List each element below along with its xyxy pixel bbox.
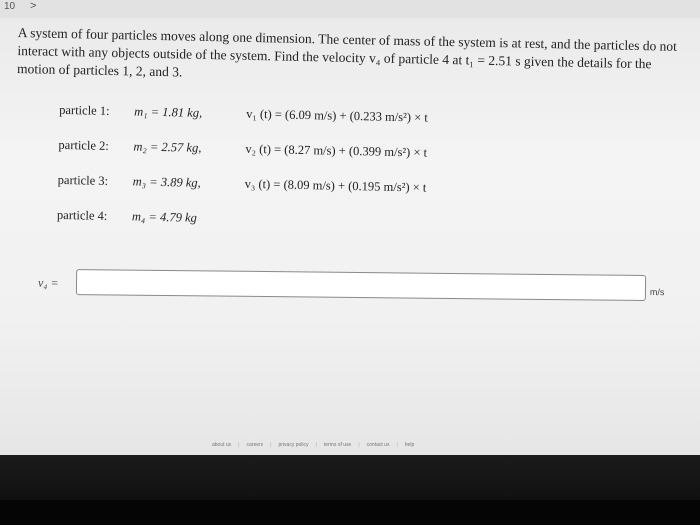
footer-link-terms[interactable]: terms of use [323, 442, 352, 448]
question-topbar [0, 0, 700, 18]
problem-statement: A system of four particles moves along one dimension. The center of mass of the system is at rest, and the particles do not interact with any objects outside of the system. Find the velocity v₄ of particle 4 at t₁ = 2.51 s given the details for the motion of particles 1, 2, and 3. [16, 24, 678, 80]
footer-link-privacy[interactable]: privacy policy [278, 442, 309, 448]
footer-divider: | [315, 442, 317, 448]
particle-velocity: v₂ (t) = (8.27 m/s) + (0.399 m/s²) × t [245, 141, 428, 160]
particle-velocity: v₃ (t) = (8.09 m/s) + (0.195 m/s²) × t [244, 176, 427, 195]
particle-mass: m₁ = 1.81 kg, [134, 104, 203, 120]
footer-divider: | [358, 442, 360, 448]
question-number: 10 [4, 1, 16, 12]
footer-divider: | [238, 442, 240, 448]
particle-label: particle 3: [57, 172, 109, 188]
answer-input[interactable] [76, 269, 646, 301]
particle-mass: m₃ = 3.89 kg, [132, 174, 201, 190]
particle-list [13, 102, 696, 256]
footer-link-about[interactable]: about us [212, 442, 232, 448]
footer-link-help[interactable]: help [404, 442, 415, 448]
particle-label: particle 1: [59, 102, 110, 118]
particle-label: particle 4: [56, 207, 108, 223]
particle-mass: m₂ = 2.57 kg, [133, 139, 202, 155]
question-content [13, 24, 697, 256]
footer-link-contact[interactable]: contact us [366, 442, 390, 448]
footer-links [205, 442, 421, 448]
particle-label: particle 2: [58, 137, 109, 153]
footer-divider: | [270, 442, 272, 448]
particle-velocity: v₁ (t) = (6.09 m/s) + (0.233 m/s²) × t [246, 106, 428, 125]
footer-link-careers[interactable]: careers [246, 442, 264, 448]
footer-divider: | [396, 442, 398, 448]
answer-row [18, 268, 698, 305]
answer-label: v₄ = [37, 275, 59, 290]
answer-unit: m/s [649, 287, 665, 298]
chevron-right-icon[interactable]: > [30, 0, 37, 12]
laptop-keyboard-shadow [0, 500, 700, 525]
particle-mass: m₄ = 4.79 kg [131, 209, 197, 225]
